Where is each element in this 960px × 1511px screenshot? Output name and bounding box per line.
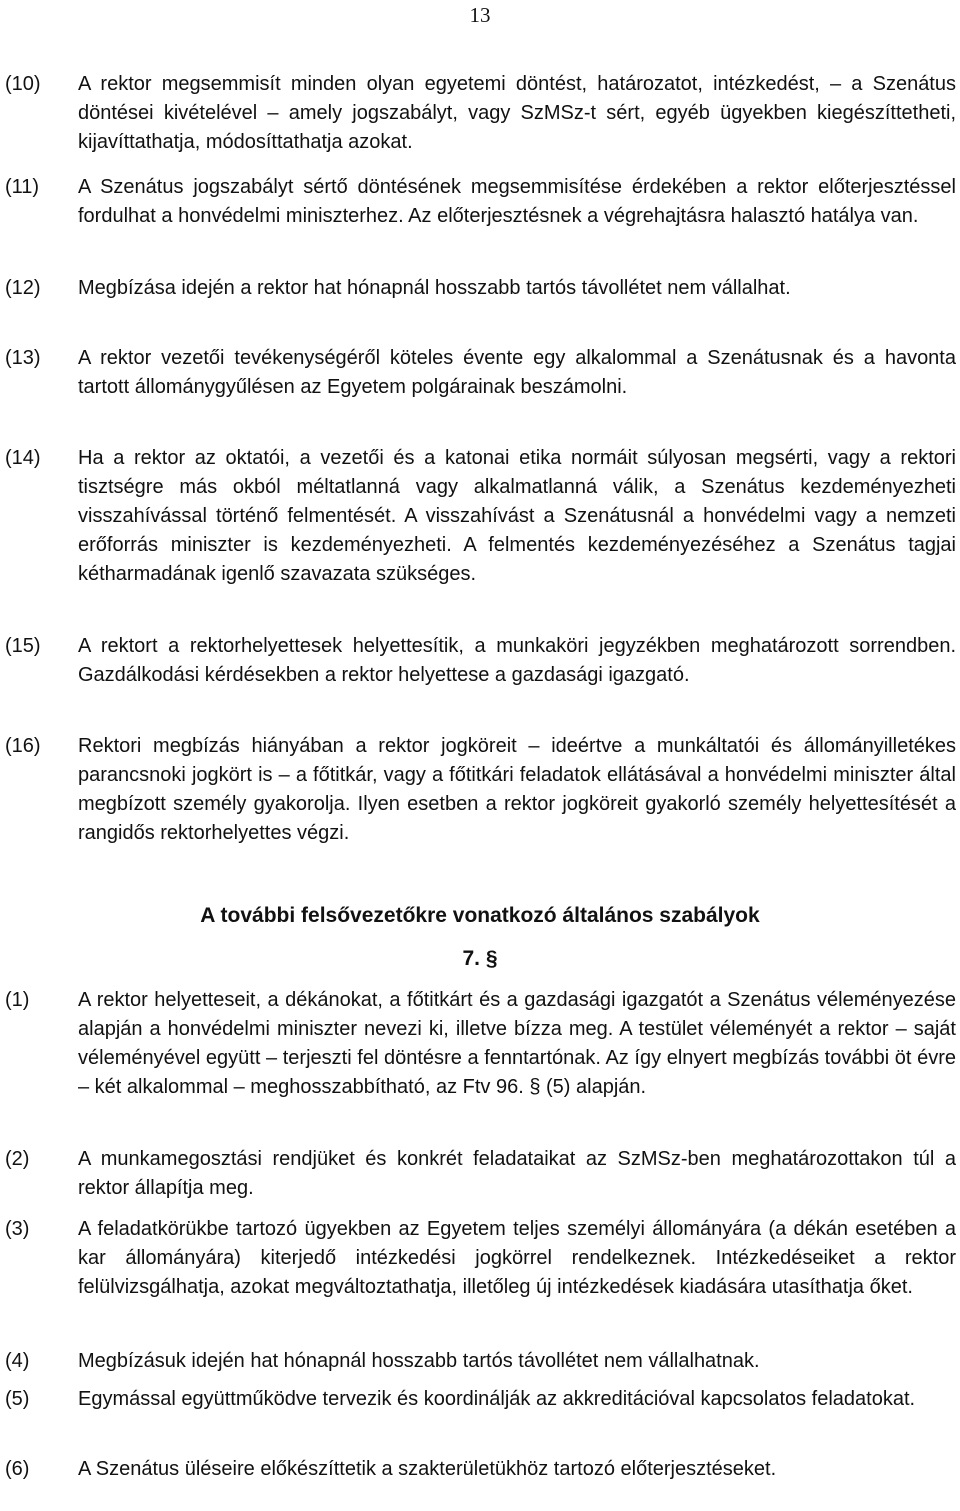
- paragraph-text: Megbízása idején a rektor hat hónapnál hosszabb tartós távollétet nem vállalhat.: [78, 277, 791, 299]
- paragraph-number: (10): [5, 73, 41, 95]
- paragraph-number: (12): [5, 277, 41, 299]
- paragraph-5: [0, 1385, 960, 1414]
- paragraph-number: (15): [5, 635, 41, 657]
- section-number-value: 7.: [462, 947, 480, 970]
- paragraph-text: A Szenátus jogszabályt sértő döntésének megsemmisítése érdekében a rektor előterjesztéssel fordulhat a honvédelmi miniszterhez. Az előterjesztésnek a végrehajtásra halasztó hatálya van.: [78, 176, 956, 227]
- paragraph-text: Ha a rektor az oktatói, a vezetői és a katonai etika normáit súlyosan megsérti, vagy a rektori tisztségre más okból méltatlanná vagy alkalmatlanná válik, a Szenátus kezdeményezheti visszahívással történő felmentését. A visszahívást a Szenátusnál a honvédelmi vagy a nemzeti erőforrás miniszter is kezdeményezheti. A felmentés kezdeményezéséhez a Szenátus tagjai kétharmadának igenlő szavazata szükséges.: [78, 447, 956, 585]
- paragraph-6: [0, 1455, 960, 1484]
- paragraph-text: A Szenátus üléseire előkészíttetik a szakterületükhöz tartozó előterjesztéseket.: [78, 1458, 777, 1480]
- paragraph-4: [0, 1347, 960, 1376]
- paragraph-text: A feladatkörükbe tartozó ügyekben az Egyetem teljes személyi állományára (a dékán esetében a kar állományára) kiterjedő intézkedési jogkörrel rendelkeznek. Intézkedéseiket a rektor felülvizsgálhatja, azokat megváltoztathatja, illetőleg új intézkedések kiadására utasíthatja őket.: [78, 1218, 956, 1298]
- paragraph-14: [0, 444, 960, 589]
- paragraph-13: [0, 344, 960, 402]
- paragraph-11: [0, 173, 960, 231]
- paragraph-number: (5): [5, 1388, 30, 1410]
- page-number: 13: [469, 3, 491, 27]
- paragraph-text: A rektor vezetői tevékenységéről köteles évente egy alkalommal a Szenátusnak és a havonta tartott állománygyűlésen az Egyetem polgárainak beszámolni.: [78, 347, 956, 398]
- paragraph-text: A rektort a rektorhelyettesek helyettesítik, a munkaköri jegyzékben meghatározott sorrendben. Gazdálkodási kérdésekben a rektor helyettese a gazdasági igazgató.: [78, 635, 956, 686]
- paragraph-number: (4): [5, 1350, 30, 1372]
- section-symbol: §: [485, 947, 498, 970]
- paragraph-number: (13): [5, 347, 41, 369]
- paragraph-15: [0, 632, 960, 690]
- paragraph-2: [0, 1145, 960, 1203]
- paragraph-text: Megbízásuk idején hat hónapnál hosszabb tartós távollétet nem vállalhatnak.: [78, 1350, 760, 1372]
- paragraph-text: Egymással együttműködve tervezik és koordinálják az akkreditációval kapcsolatos feladatokat.: [78, 1388, 916, 1410]
- paragraph-10: [0, 70, 960, 157]
- paragraph-3: [0, 1215, 960, 1302]
- paragraph-number: (16): [5, 735, 41, 757]
- paragraph-number: (1): [5, 989, 30, 1011]
- paragraph-text: A munkamegosztási rendjüket és konkrét feladataikat az SzMSz-ben meghatározottakon túl a rektor állapítja meg.: [78, 1148, 956, 1199]
- paragraph-number: (3): [5, 1218, 30, 1240]
- paragraph-12: [0, 274, 960, 303]
- section-number: [0, 944, 960, 973]
- paragraph-text: A rektor megsemmisít minden olyan egyetemi döntést, határozatot, intézkedést, – a Szenátus döntései kivételével – amely jogszabályt, vagy SzMSz-t sért, egyéb ügyekben kiegészíttetheti, kijavíttathatja, módosíttathatja azokat.: [78, 73, 956, 153]
- paragraph-number: (6): [5, 1458, 30, 1480]
- paragraph-text: A rektor helyetteseit, a dékánokat, a főtitkárt és a gazdasági igazgatót a Szenátus véleményezése alapján a honvédelmi miniszter nevezi ki, illetve bízza meg. A testület véleményét a rektor – saját véleményével együtt – terjeszti fel döntésre a fenntartónak. Az így elnyert megbízás további öt évre – két alkalommal – meghosszabbítható, az Ftv 96. § (5) alapján.: [78, 989, 956, 1098]
- paragraph-16: [0, 732, 960, 848]
- paragraph-number: (2): [5, 1148, 30, 1170]
- paragraph-text: Rektori megbízás hiányában a rektor jogköreit – ideértve a munkáltatói és állományilletékes parancsnoki jogkört is – a főtitkár, vagy a főtitkári feladatok ellátásával a honvédelmi miniszter által megbízott személy gyakorolja. Ilyen esetben a rektor jogköreit gyakorló személy helyettesítését a rangidős rektorhelyettes végzi.: [78, 735, 956, 844]
- section-heading: A további felsővezetőkre vonatkozó általános szabályok: [200, 904, 760, 927]
- paragraph-1: [0, 986, 960, 1102]
- paragraph-number: (14): [5, 447, 41, 469]
- paragraph-number: (11): [5, 176, 40, 198]
